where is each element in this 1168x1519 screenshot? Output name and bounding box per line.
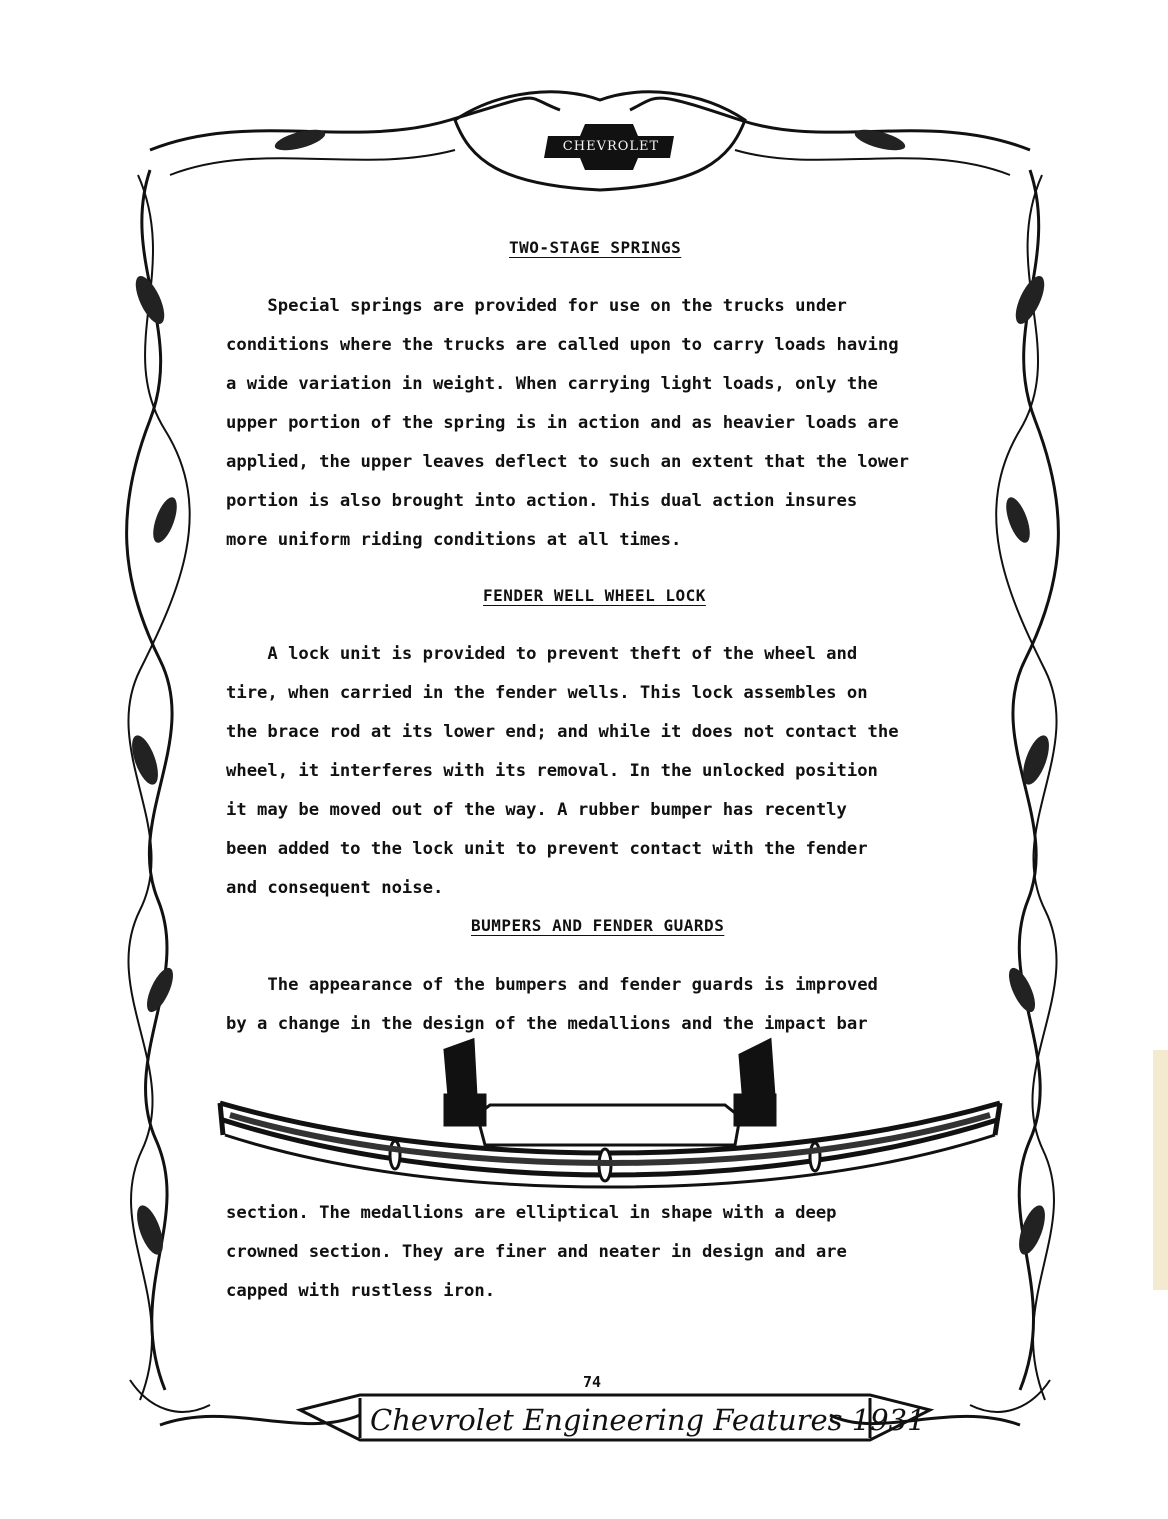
text-line: capped with rustless iron. [226,1281,496,1301]
page-number: 74 [583,1373,602,1391]
heading-fender-well-wheel-lock: FENDER WELL WHEEL LOCK [483,586,706,605]
text-line: it may be moved out of the way. A rubber bumper has recently [226,800,847,820]
text-line: A lock unit is provided to prevent theft of the wheel and [226,644,858,664]
text-line: portion is also brought into action. This dual action insures [226,491,858,511]
text-line: conditions where the trucks are called upon to carry loads having [226,335,899,355]
text-line: crowned section. They are finer and neater in design and are [226,1242,847,1262]
text-line: a wide variation in weight. When carrying light loads, only the [226,374,878,394]
text-line: upper portion of the spring is in action and as heavier loads are [226,413,899,433]
text-line: been added to the lock unit to prevent contact with the fender [226,839,868,859]
text-line: more uniform riding conditions at all times. [226,530,682,550]
heading-bumpers-and-fender-guards: BUMPERS AND FENDER GUARDS [471,916,725,935]
paragraph-two-stage-springs [226,287,1016,560]
paragraph-bumpers-part-2 [226,1194,1016,1311]
chevrolet-emblem: CHEVROLET [562,139,660,154]
text-line: the brace rod at its lower end; and while it does not contact the [226,722,899,742]
heading-two-stage-springs: TWO-STAGE SPRINGS [509,238,682,257]
text-line: applied, the upper leaves deflect to such an extent that the lower [226,452,909,472]
text-line: wheel, it interferes with its removal. In the unlocked position [226,761,878,781]
text-line: and consequent noise. [226,878,444,898]
text-line: The appearance of the bumpers and fender guards is improved [226,975,878,995]
paragraph-bumpers-part-1 [226,966,1016,1044]
paragraph-fender-well-wheel-lock [226,635,1016,908]
text-line: section. The medallions are elliptical in shape with a deep [226,1203,837,1223]
text-line: tire, when carried in the fender wells. This lock assembles on [226,683,868,703]
bumper-illustration [215,1035,1005,1195]
footer-title: Chevrolet Engineering Features 1931 [370,1403,926,1437]
text-line: by a change in the design of the medallions and the impact bar [226,1014,868,1034]
text-line: Special springs are provided for use on the trucks under [226,296,847,316]
scan-edge-strip [1153,1050,1168,1290]
